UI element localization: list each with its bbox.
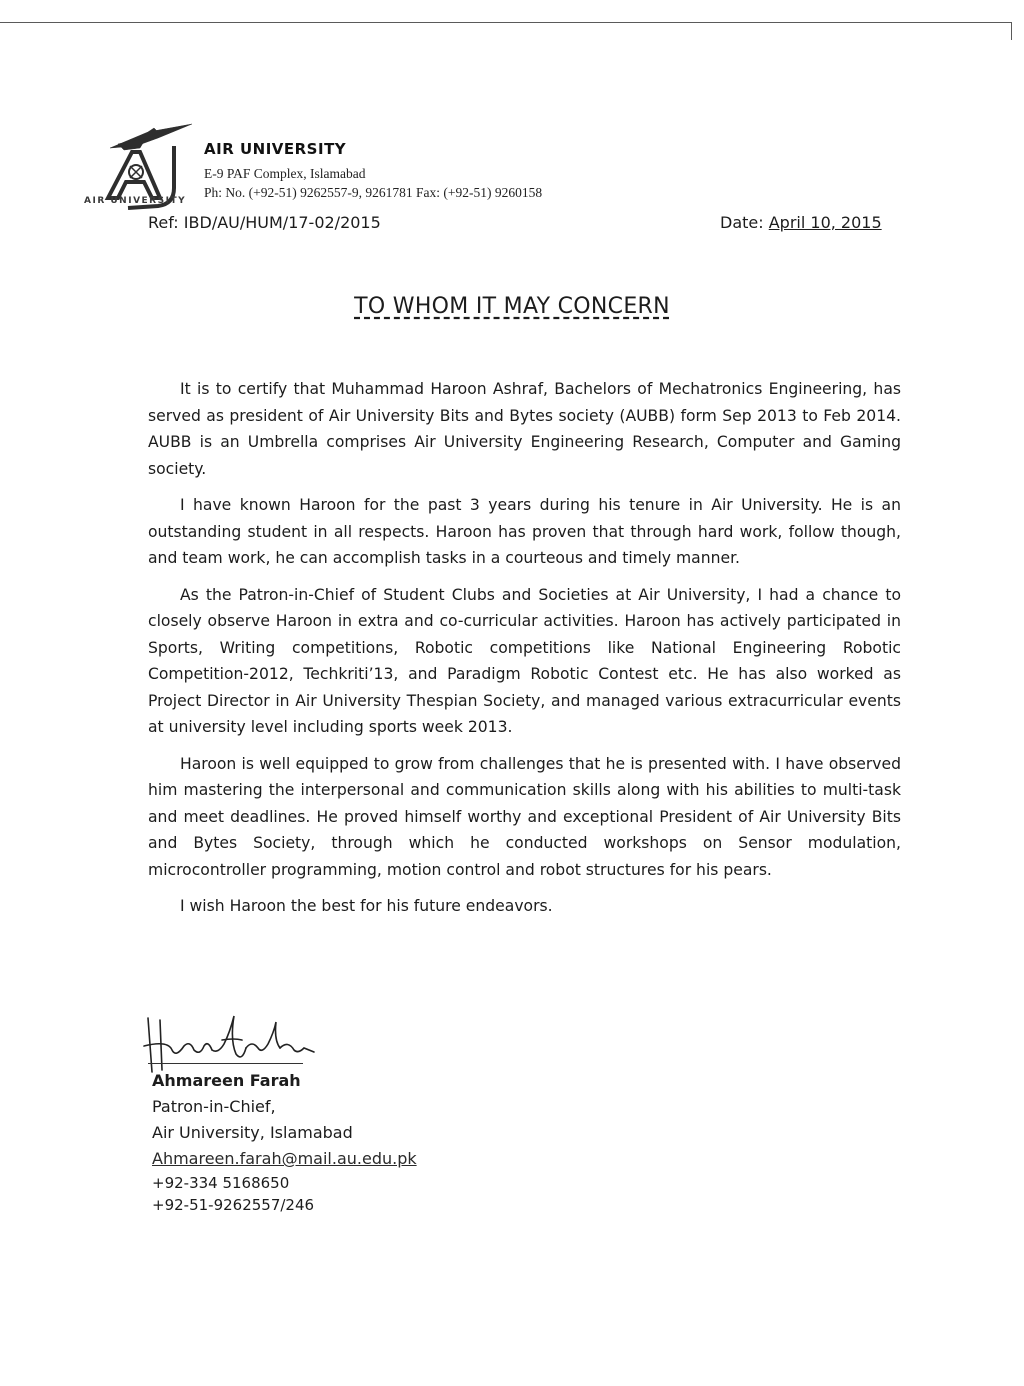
ref-value: IBD/AU/HUM/17-02/2015 <box>183 213 381 232</box>
reference-line <box>148 213 381 232</box>
date-line <box>720 213 882 232</box>
scan-edge-top <box>0 22 1012 23</box>
paragraph-4: Haroon is well equipped to grow from challenges that he is presented with. I have observed him mastering the interpersonal and communication skills along with his abilities to multi-task and meet deadlines. He proved himself worthy and exceptional President of Air University Bits and Bytes Society, through which he conducted workshops on Sensor modulation, microcontroller programming, motion control and robot structures for his pears. <box>148 754 901 879</box>
university-address: E-9 PAF Complex, Islamabad <box>204 166 366 181</box>
signature-line <box>148 1063 303 1064</box>
university-name: AIR UNIVERSITY <box>204 140 347 158</box>
signer-email-link[interactable]: Ahmareen.farah@mail.au.edu.pk <box>152 1149 417 1168</box>
handwritten-signature-icon <box>138 1010 328 1076</box>
date-label: Date: <box>720 213 764 232</box>
letter-body <box>148 376 901 930</box>
signer-block <box>152 1068 417 1216</box>
scan-edge-corner <box>1011 22 1012 40</box>
signer-title: Patron-in-Chief, <box>152 1097 276 1116</box>
university-phone: Ph: No. (+92-51) 9262557-9, 9261781 Fax: (+92-51) 9260158 <box>204 185 543 200</box>
letter-heading: TO WHOM IT MAY CONCERN <box>354 294 670 319</box>
paragraph-1: It is to certify that Muhammad Haroon Ashraf, Bachelors of Mechatronics Engineering, has served as president of Air University Bits and Bytes society (AUBB) form Sep 2013 to Feb 2014. AUBB is an Umbrella comprises Air University Engineering Research, Computer and Gaming society. <box>148 380 901 478</box>
paragraph-3: As the Patron-in-Chief of Student Clubs and Societies at Air University, I had a chance to closely observe Haroon in extra and co-curricular activities. Haroon has actively participated in Sports, Writing competitions, Robotic competitions like National Engineering Robotic Competition-2012, Techkriti’13, and Paradigm Robotic Contest etc. He has also worked as Project Director in Air University Thespian Society, and managed various extracurricular events at university level including sports week 2013. <box>148 585 901 736</box>
signer-name: Ahmareen Farah <box>152 1071 301 1090</box>
paragraph-2: I have known Haroon for the past 3 years during his tenure in Air University. He is an outstanding student in all respects. Haroon has proven that through hard work, follow though, and team work, he can accomplish tasks in a courteous and timely manner. <box>148 496 901 567</box>
signer-phone-office: +92-51-9262557/246 <box>152 1196 315 1214</box>
paragraph-5: I wish Haroon the best for his future endeavors. <box>180 897 553 915</box>
logo-caption: AIR UNIVERSITY <box>84 196 187 206</box>
signer-org: Air University, Islamabad <box>152 1123 353 1142</box>
signer-phone-mobile: +92-334 5168650 <box>152 1174 290 1192</box>
ref-label: Ref: <box>148 213 179 232</box>
date-value: April 10, 2015 <box>768 213 882 232</box>
